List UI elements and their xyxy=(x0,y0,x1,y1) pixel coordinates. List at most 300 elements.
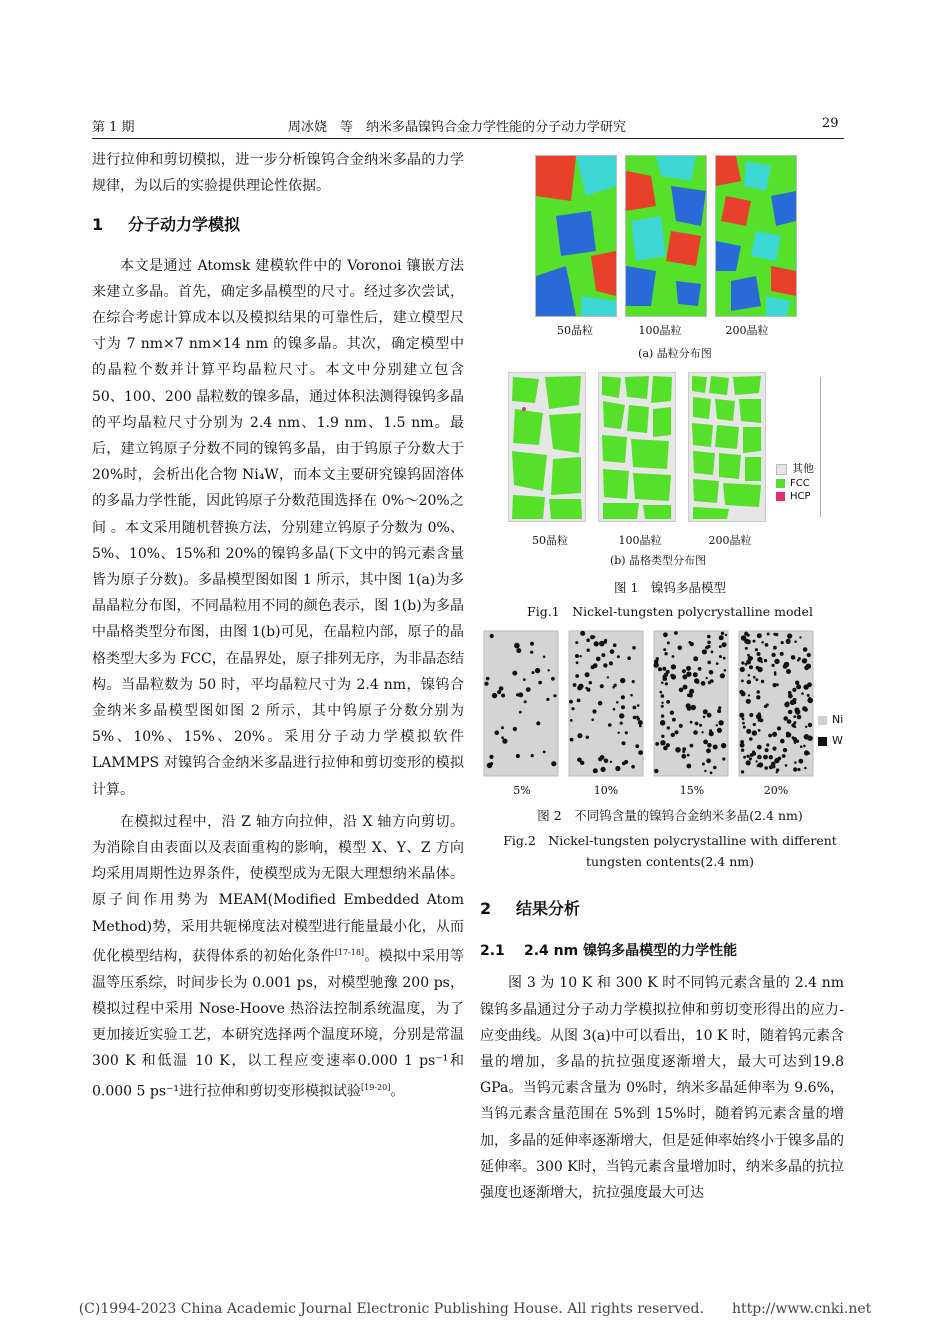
tungsten-atom xyxy=(786,639,791,644)
tungsten-atom xyxy=(707,645,710,648)
tungsten-atom xyxy=(807,736,812,741)
tungsten-atom xyxy=(661,694,665,698)
tungsten-atom xyxy=(788,635,792,639)
tungsten-atom xyxy=(710,771,713,774)
tungsten-atom xyxy=(707,641,711,645)
tungsten-atom xyxy=(721,632,724,635)
tungsten-atom xyxy=(579,655,581,657)
tungsten-atom xyxy=(667,641,670,644)
tungsten-atom xyxy=(774,673,777,676)
fig1b-label-200: 200晶粒 xyxy=(708,534,752,547)
tungsten-atom xyxy=(718,706,721,709)
tungsten-atom xyxy=(495,730,500,735)
legend-item-other xyxy=(776,460,814,476)
tungsten-atom xyxy=(682,747,686,751)
tungsten-atom xyxy=(808,723,812,727)
section-1-heading xyxy=(92,212,464,238)
tungsten-atom xyxy=(501,736,504,739)
tungsten-atom xyxy=(610,761,612,763)
tungsten-atom xyxy=(516,754,520,758)
tungsten-atom xyxy=(672,655,675,658)
tungsten-atom xyxy=(803,647,808,652)
legend-label: 其他 xyxy=(792,462,814,475)
tungsten-atom xyxy=(630,694,633,697)
tungsten-atom xyxy=(783,748,787,752)
tungsten-atom xyxy=(788,694,793,699)
tungsten-atom xyxy=(784,702,789,707)
tungsten-atom xyxy=(749,737,753,741)
legend-divider xyxy=(820,377,821,517)
tungsten-atom xyxy=(808,752,810,754)
paragraph-model-building: 本文是通过 Atomsk 建模软件中的 Voronoi 镶嵌方法来建立多晶。首先，确定多晶模型的尺寸。经过多次尝试，在综合考虑计算成本以及模拟结果的可靠性后，建立模型尺寸为 7 nm×7 nm×14 nm 的镍多晶。其次，确定模型中的晶粒个数并计算平均晶粒尺寸。本文中分别建立包含 50、100、200 晶粒数的镍多晶，通过体积法测得镍钨多晶的平均晶粒尺寸分别为 2.4 nm、1.9 nm、1.5 nm。最后，建立钨原子分数不同的镍钨多晶，由于钨原子分数大于 20%时，会析出化合物 Ni₄W，而本文主要研究镍钨固溶体的多晶力学性能，因此钨原子分数范围选择在 0%～20%之间 。本文采用随机替换方法，分别建立钨原子分数为 0%、5%、10%、15%和 20%的镍钨多晶(下文中的钨元素含量皆为原子分数)。多晶模型图如图 1 所示，其中图 1(a)为多晶晶粒分布图，不同晶粒用不同的颜色表示，图 1(b)为多晶中晶格类型分布图，由图 1(b)可见，在晶粒内部，原子的晶格类型大多为 FCC，在晶界处，原子排列无序，为非晶态结构。当晶粒数为 50 时，平均晶粒尺寸为 2.4 nm，镍钨合金纳米多晶模型图如图 2 所示，其中钨原子分数分别为 5%、10%、15%、20%。采用分子动力学模拟软件 LAMMPS 对镍钨合金纳米多晶进行拉伸和剪切变形的模拟计算。 xyxy=(92,257,464,798)
tungsten-atom xyxy=(580,761,584,765)
tungsten-atom xyxy=(621,705,625,709)
tungsten-atom xyxy=(744,639,749,644)
tungsten-atom xyxy=(548,669,550,671)
tungsten-atom xyxy=(666,700,670,704)
tungsten-atom xyxy=(674,730,678,734)
tungsten-atom xyxy=(741,661,744,664)
nickel-background xyxy=(484,631,558,776)
tungsten-atom xyxy=(757,745,762,750)
tungsten-atom xyxy=(670,711,674,715)
tungsten-atom xyxy=(723,657,726,660)
fig1a-subcaption: (a) 晶粒分布图 xyxy=(638,347,712,360)
tungsten-atom xyxy=(613,708,616,711)
tungsten-atom xyxy=(774,659,779,664)
subsection-title: 2.4 nm 镍钨多晶模型的力学性能 xyxy=(524,943,738,960)
tungsten-atom xyxy=(687,764,692,769)
tungsten-atom xyxy=(698,667,702,671)
tungsten-atom xyxy=(538,681,542,685)
tungsten-panel xyxy=(654,631,729,776)
legend-item-w xyxy=(818,734,843,747)
tungsten-atom xyxy=(801,692,804,695)
figure-1a-grain-distribution xyxy=(535,155,797,320)
header-issue: 第 1 期 xyxy=(92,120,135,135)
fig1-caption-cn: 图 1 镍钨多晶模型 xyxy=(614,580,726,595)
tungsten-atom xyxy=(771,653,775,657)
tungsten-atom xyxy=(658,667,662,671)
tungsten-atom xyxy=(573,683,577,687)
section-title: 结果分析 xyxy=(516,899,581,918)
tungsten-atom xyxy=(484,682,488,686)
tungsten-atom xyxy=(486,677,490,681)
tungsten-atom xyxy=(747,634,750,637)
grain-panel-50 xyxy=(535,155,617,317)
tungsten-atom xyxy=(757,633,762,638)
tungsten-atom xyxy=(635,744,639,748)
tungsten-atom xyxy=(575,674,579,678)
tungsten-atom xyxy=(748,674,751,677)
tungsten-atom xyxy=(609,661,613,665)
tungsten-atom xyxy=(780,739,785,744)
tungsten-atom xyxy=(536,721,540,725)
tungsten-atom xyxy=(788,710,793,715)
tungsten-atom xyxy=(716,724,718,726)
tungsten-atom xyxy=(587,649,590,652)
tungsten-atom xyxy=(746,729,751,734)
figure-2-tungsten-contents xyxy=(483,630,848,778)
tungsten-atom xyxy=(743,726,746,729)
tungsten-atom xyxy=(608,723,612,727)
tungsten-atom xyxy=(753,640,756,643)
fig1b-legend xyxy=(776,460,814,502)
tungsten-atom xyxy=(636,716,639,719)
fig1b-subcaption: (b) 晶格类型分布图 xyxy=(609,554,707,567)
tungsten-atom xyxy=(741,680,744,683)
tungsten-atom xyxy=(708,681,711,684)
tungsten-atom xyxy=(757,690,760,693)
tungsten-atom xyxy=(585,687,588,690)
tungsten-atom xyxy=(662,667,666,671)
tungsten-atom xyxy=(633,716,637,720)
tungsten-atom xyxy=(489,755,493,759)
tungsten-atom xyxy=(663,648,666,651)
tungsten-atom xyxy=(706,677,708,679)
tungsten-atom xyxy=(772,765,775,768)
fig1a-label-200: 200晶粒 xyxy=(725,324,769,337)
tungsten-atom xyxy=(682,669,686,673)
tungsten-atom xyxy=(531,754,534,757)
tungsten-atom xyxy=(719,635,724,640)
tungsten-atom xyxy=(719,645,722,648)
tungsten-atom xyxy=(782,754,786,758)
tungsten-atom xyxy=(661,702,663,704)
tungsten-atom xyxy=(671,674,676,679)
fig1a-label-50: 50晶粒 xyxy=(557,324,593,337)
tungsten-atom xyxy=(516,693,519,696)
tungsten-atom xyxy=(660,720,666,726)
tungsten-atom xyxy=(615,766,620,771)
legend-swatch xyxy=(818,716,827,725)
tungsten-atom xyxy=(513,727,517,731)
tungsten-atom xyxy=(750,657,753,660)
tungsten-atom xyxy=(792,736,795,739)
header-rule xyxy=(92,138,844,139)
tungsten-atom xyxy=(694,678,699,683)
tungsten-atom xyxy=(713,766,717,770)
text-segment: 。 xyxy=(390,1083,405,1100)
tungsten-atom xyxy=(758,762,763,767)
tungsten-atom xyxy=(631,765,635,769)
legend-label: W xyxy=(832,734,843,747)
tungsten-atom xyxy=(773,646,777,650)
fig1b-label-100: 100晶粒 xyxy=(618,534,662,547)
tungsten-atom xyxy=(704,770,706,772)
tungsten-atom xyxy=(739,713,744,718)
section-2-heading xyxy=(480,896,844,922)
tungsten-atom xyxy=(490,762,493,765)
tungsten-atom xyxy=(793,767,797,771)
tungsten-atom xyxy=(804,665,809,670)
tungsten-atom xyxy=(490,634,494,638)
tungsten-atom xyxy=(693,656,698,661)
tungsten-atom xyxy=(621,695,625,699)
tungsten-atom xyxy=(502,739,507,744)
tungsten-atom xyxy=(578,684,583,689)
tungsten-atom xyxy=(586,736,589,739)
tungsten-atom xyxy=(589,681,592,684)
lattice-panel-50 xyxy=(508,372,586,522)
tungsten-atom xyxy=(632,646,636,650)
tungsten-atom xyxy=(791,655,796,660)
tungsten-atom xyxy=(690,721,693,724)
tungsten-atom xyxy=(571,707,574,710)
tungsten-atom xyxy=(757,657,762,662)
tungsten-atom xyxy=(688,641,691,644)
fig2-label-15: 15% xyxy=(679,784,705,797)
tungsten-atom xyxy=(661,681,664,684)
tungsten-atom xyxy=(767,633,770,636)
tungsten-atom xyxy=(803,684,808,689)
tungsten-atom xyxy=(622,741,626,745)
tungsten-atom xyxy=(585,672,590,677)
tungsten-atom xyxy=(618,732,620,734)
copyright-footer: (C)1994-2023 China Academic Journal Electronic Publishing House. All rights reserved. http://www.cnki.net xyxy=(78,1301,872,1317)
tungsten-atom xyxy=(794,707,799,712)
tungsten-atom xyxy=(742,722,745,725)
tungsten-atom xyxy=(768,734,772,738)
tungsten-atom xyxy=(707,713,712,718)
citation[interactable]: [17-18] xyxy=(334,947,365,957)
tungsten-atom xyxy=(664,673,668,677)
tungsten-atom xyxy=(617,655,620,658)
tungsten-atom xyxy=(786,669,791,674)
tungsten-atom xyxy=(660,740,665,745)
tungsten-atom xyxy=(523,678,526,681)
fig2-legend xyxy=(818,713,843,747)
subsection-2-1-heading xyxy=(480,938,844,964)
tungsten-atom xyxy=(638,750,643,755)
tungsten-atom xyxy=(627,656,631,660)
legend-swatch xyxy=(776,479,785,488)
tungsten-atom xyxy=(695,722,699,726)
tungsten-panel xyxy=(569,631,643,776)
tungsten-atom xyxy=(805,726,807,728)
tungsten-atom xyxy=(569,700,573,704)
tungsten-atom xyxy=(797,715,802,720)
header-page-number: 29 xyxy=(822,116,839,131)
tungsten-atom xyxy=(663,632,668,637)
legend-item-fcc xyxy=(776,478,814,489)
tungsten-atom xyxy=(745,647,748,650)
tungsten-atom xyxy=(746,699,751,704)
tungsten-atom xyxy=(639,725,642,728)
tungsten-atom xyxy=(679,724,683,728)
nickel-background xyxy=(569,631,643,776)
tungsten-atom xyxy=(797,768,800,771)
tungsten-atom xyxy=(785,764,788,767)
tungsten-atom xyxy=(740,667,745,672)
tungsten-atom xyxy=(809,697,811,699)
tungsten-atom xyxy=(772,732,777,737)
tungsten-atom xyxy=(591,719,594,722)
tungsten-atom xyxy=(593,636,596,639)
tungsten-atom xyxy=(591,665,595,669)
tungsten-atom xyxy=(793,698,797,702)
grain-panel-100 xyxy=(625,155,707,317)
tungsten-atom xyxy=(747,680,752,685)
lattice-panel-100 xyxy=(598,372,676,522)
tungsten-atom xyxy=(535,668,540,673)
tungsten-atom xyxy=(799,636,801,638)
tungsten-atom xyxy=(747,755,750,758)
tungsten-atom xyxy=(793,725,796,728)
tungsten-atom xyxy=(724,669,727,672)
tungsten-atom xyxy=(703,716,706,719)
tungsten-atom xyxy=(711,651,714,654)
fig2-label-20: 20% xyxy=(763,784,789,797)
tungsten-atom xyxy=(746,760,751,765)
tungsten-atom xyxy=(786,732,790,736)
tungsten-atom xyxy=(766,743,769,746)
tungsten-atom xyxy=(780,652,784,656)
tungsten-atom xyxy=(706,748,711,753)
fig2-caption-en-line1: Fig.2 Nickel-tungsten polycrystalline with different xyxy=(503,833,837,848)
right-column xyxy=(480,890,844,1206)
tungsten-atom xyxy=(718,720,723,725)
tungsten-atom xyxy=(681,754,686,759)
paragraph-results: 图 3 为 10 K 和 300 K 时不同钨元素含量的 2.4 nm 镍钨多晶通过分子动力学模拟拉伸和剪切变形得出的应力-应变曲线。从图 3(a)中可以看出，10 K 时，随着钨元素含量的增加，多晶的抗拉强度逐渐增大，最大可达到19.8 GPa。当钨元素含量为 0%时，纳米多晶延伸率为 9.6%，当钨元素含量范围在 5%到 15%时，随着钨元素含量的增加，多晶的延伸率逐渐增大，但是延伸率始终小于镍多晶的延伸率。300 K时，当钨元素含量增加时，纳米多晶的抗拉强度也逐渐增大，抗拉强度最大可达 xyxy=(480,975,844,1202)
tungsten-atom xyxy=(619,713,624,718)
fig2-caption-en-line2: tungsten contents(2.4 nm) xyxy=(586,854,754,869)
tungsten-panel xyxy=(484,631,558,776)
tungsten-atom xyxy=(516,648,521,653)
tungsten-atom xyxy=(722,642,727,647)
tungsten-atom xyxy=(758,712,761,715)
tungsten-atom xyxy=(701,731,703,733)
tungsten-atom xyxy=(757,652,761,656)
tungsten-atom xyxy=(687,693,691,697)
tungsten-atom xyxy=(701,681,706,686)
citation[interactable]: [19-20] xyxy=(361,1082,391,1092)
tungsten-atom xyxy=(594,641,599,646)
tungsten-atom xyxy=(776,768,779,771)
tungsten-atom xyxy=(769,755,773,759)
tungsten-atom xyxy=(804,708,808,712)
tungsten-atom xyxy=(683,685,688,690)
tungsten-atom xyxy=(625,731,628,734)
tungsten-atom xyxy=(622,762,626,766)
tungsten-atom xyxy=(772,747,776,751)
fig2-label-10: 10% xyxy=(593,784,619,797)
tungsten-atom xyxy=(803,745,806,748)
tungsten-atom xyxy=(592,709,596,713)
legend-item-hcp xyxy=(776,491,814,502)
tungsten-atom xyxy=(755,678,758,681)
tungsten-atom xyxy=(551,677,555,681)
tungsten-atom xyxy=(796,684,801,689)
tungsten-atom xyxy=(596,657,601,662)
tungsten-atom xyxy=(530,651,533,654)
tungsten-atom xyxy=(709,731,714,736)
tungsten-atom xyxy=(514,643,520,649)
tungsten-atom xyxy=(492,693,497,698)
tungsten-atom xyxy=(699,724,702,727)
tungsten-atom xyxy=(778,757,782,761)
legend-swatch xyxy=(818,737,827,746)
lattice-panel-200 xyxy=(688,372,766,522)
tungsten-atom xyxy=(800,745,803,748)
tungsten-atom xyxy=(675,747,681,753)
text-segment: 。模拟中采用等温等压系综，时间步长为 0.001 ps，对模型驰豫 200 ps，模拟过程中采用 Nose-Hoove 热浴法控制系统温度，为了更加接近实验工艺，本研究选择两个温度环境，分别是常温 300 K 和低温 10 K，以工程应变速率0.000 1 ps⁻¹和 0.000 5 ps⁻¹进行拉伸和剪切变形模拟试验 xyxy=(92,948,465,1100)
tungsten-atom xyxy=(671,733,675,737)
tungsten-atom xyxy=(765,643,769,647)
tungsten-atom xyxy=(659,691,662,694)
tungsten-atom xyxy=(741,749,744,752)
tungsten-atom xyxy=(501,694,505,698)
tungsten-atom xyxy=(576,661,579,664)
tungsten-atom xyxy=(610,649,615,654)
tungsten-atom xyxy=(740,690,743,693)
tungsten-atom xyxy=(546,698,549,701)
paragraph-simulation xyxy=(92,809,464,1105)
subsection-number: 2.1 xyxy=(480,943,505,960)
tungsten-atom xyxy=(620,678,625,683)
tungsten-atom xyxy=(543,656,546,659)
tungsten-atom xyxy=(807,653,811,657)
tungsten-atom xyxy=(620,722,623,725)
tungsten-atom xyxy=(787,719,792,724)
tungsten-panel xyxy=(739,631,813,776)
legend-swatch xyxy=(776,492,785,501)
tungsten-atom xyxy=(743,756,746,759)
tungsten-atom xyxy=(702,763,705,766)
tungsten-atom xyxy=(613,643,617,647)
tungsten-atom xyxy=(749,713,753,717)
tungsten-atom xyxy=(753,676,756,679)
tungsten-atom xyxy=(674,631,678,635)
tungsten-atom xyxy=(593,768,598,773)
tungsten-atom xyxy=(598,701,603,706)
tungsten-atom xyxy=(749,665,753,669)
tungsten-atom xyxy=(777,726,781,730)
tungsten-atom xyxy=(766,703,769,706)
tungsten-atom xyxy=(753,723,756,726)
tungsten-atom xyxy=(654,662,659,667)
tungsten-atom xyxy=(524,700,527,703)
tungsten-atom xyxy=(671,664,676,669)
tungsten-atom xyxy=(598,757,602,761)
tungsten-atom xyxy=(725,634,727,636)
tungsten-atom xyxy=(755,648,758,651)
tungsten-atom xyxy=(772,664,775,667)
tungsten-atom xyxy=(765,748,769,752)
tungsten-atom xyxy=(784,662,790,668)
tungsten-atom xyxy=(761,641,764,644)
tungsten-atom xyxy=(794,761,797,764)
tungsten-atom xyxy=(717,728,722,733)
tungsten-atom xyxy=(752,730,757,735)
tungsten-atom xyxy=(788,691,792,695)
tungsten-atom xyxy=(664,652,667,655)
header-running-title: 周冰娆 等 纳米多晶镍钨合金力学性能的分子动力学研究 xyxy=(288,120,627,135)
tungsten-atom xyxy=(599,641,605,647)
tungsten-atom xyxy=(586,638,590,642)
tungsten-atom xyxy=(661,714,664,717)
tungsten-atom xyxy=(691,705,696,710)
legend-swatch xyxy=(776,464,787,475)
tungsten-atom xyxy=(703,709,708,714)
tungsten-atom xyxy=(686,672,691,677)
tungsten-atom xyxy=(750,753,754,757)
tungsten-atom xyxy=(570,738,574,742)
tungsten-atom xyxy=(749,757,752,760)
fig2-label-5: 5% xyxy=(513,784,531,797)
tungsten-atom xyxy=(799,759,804,764)
left-column xyxy=(92,147,464,1104)
